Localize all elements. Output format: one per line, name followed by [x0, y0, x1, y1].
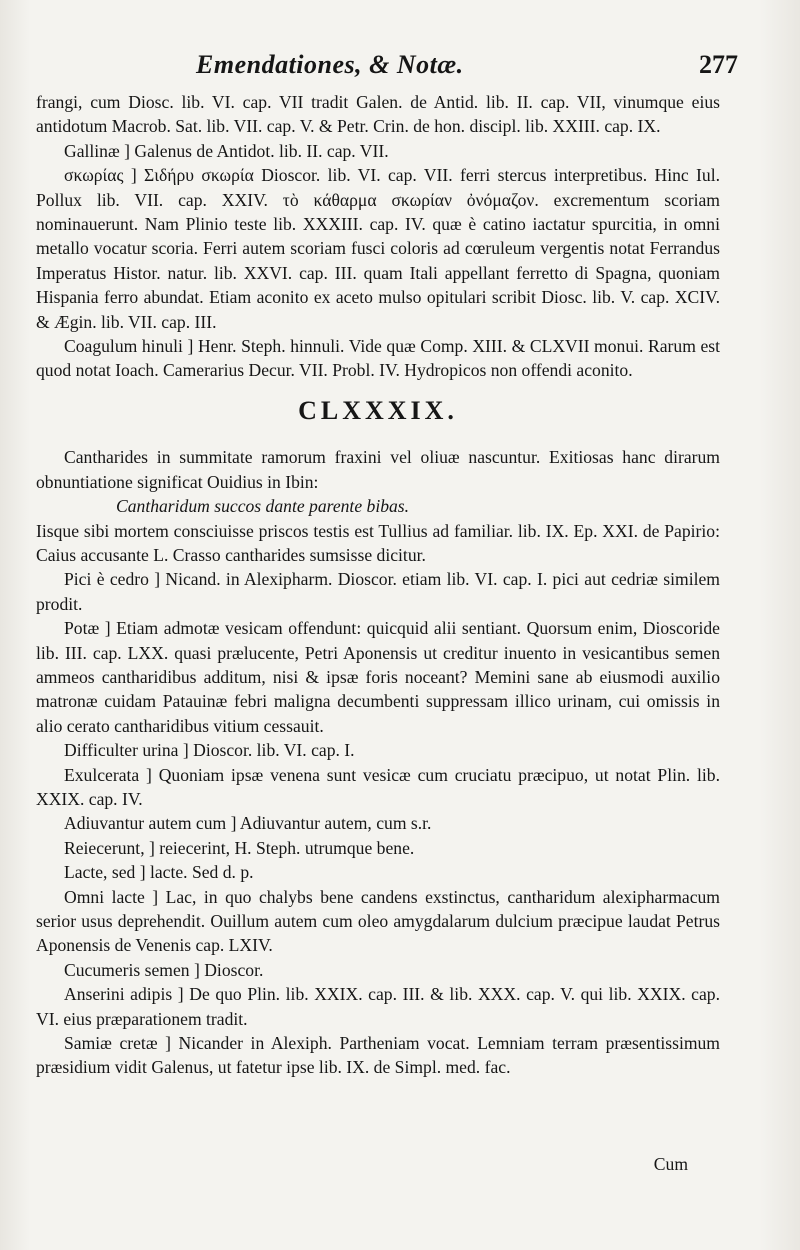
note-difficulter: Difficulter urina ] Dioscor. lib. VI. cap. I. — [64, 740, 355, 761]
paragraph-continuation: frangi, cum Diosc. lib. VI. cap. VII tradit Galen. de Antid. lib. II. cap. VII, vinumque eius antidotum Macrob. Sat. lib. VII. cap. V. & Petr. Crin. de hon. discipl. lib. XXIII. cap. IX. — [36, 92, 720, 137]
note-samiae: Samiæ cretæ ] Nicander in Alexiph. Partheniam vocat. Lemniam terram præsentissimum præsidium vidit Galenus, ut fatetur ipse lib. IX. de Simpl. med. fac. — [36, 1033, 720, 1078]
note-omni-lacte: Omni lacte ] Lac, in quo chalybs bene candens exstinctus, cantharidum alexipharmacum serior usus deprehendit. Ouillum autem cum oleo amygdalarum dulcium præcipue laudat Petrus Aponensis de Venenis cap. LXIV. — [36, 886, 720, 956]
ovid-quote: Cantharidum succos dante parente bibas. — [116, 496, 410, 517]
page-header — [36, 50, 738, 90]
note-reiecerunt: Reiecerunt, ] reiecerint, H. Steph. utrumque bene. — [64, 837, 415, 858]
note-pici: Pici è cedro ] Nicand. in Alexipharm. Dioscor. etiam lib. VI. cap. I. pici aut cedriæ similem prodit. — [36, 569, 720, 614]
note-gallinae: Gallinæ ] Galenus de Antidot. lib. II. cap. VII. — [64, 140, 389, 161]
note-coagulum: Coagulum hinuli ] Henr. Steph. hinnuli. Vide quæ Comp. XIII. & CLXVII monui. Rarum est quod notat Ioach. Camerarius Decur. VII. Probl. IV. Hydropicos non offendi aconito. — [36, 336, 720, 381]
note-anserini: Anserini adipis ] De quo Plin. lib. XXIX. cap. III. & lib. XXX. cap. V. qui lib. XXIX. cap. VI. eius præparationem tradit. — [36, 984, 720, 1029]
catchword: Cum — [653, 1154, 688, 1174]
body-text — [36, 90, 720, 1080]
note-cucumeris: Cucumeris semen ] Dioscor. — [64, 959, 264, 980]
page-number: 277 — [699, 50, 738, 79]
note-potae: Potæ ] Etiam admotæ vesicam offendunt: quicquid alii sentiant. Quorsum enim, Dioscoride lib. III. cap. LXX. quasi prælucente, Petri Aponensis ut creditur inuento in vesicantibus semen ammeos cantharidibus additum, nisi & ipsæ foris noceant? Memini sane ab eiusmodi auxilio matronæ cuidam Patauinæ febri maligna decumbenti suppressam illico urinam, cui omissis in alio cerato cantharidibus vitium cessauit. — [36, 618, 720, 736]
section-heading: CLXXXIX. — [298, 395, 458, 425]
note-tullius: Iisque sibi mortem consciuisse priscos testis est Tullius ad familiar. lib. IX. Ep. XXI. de Papirio: Caius accusante L. Crasso cantharides sumsisse dicitur. — [36, 520, 720, 565]
note-adiuvantur: Adiuvantur autem cum ] Adiuvantur autem, cum s.r. — [64, 813, 432, 834]
note-exulcerata: Exulcerata ] Quoniam ipsæ venena sunt vesicæ cum cruciatu præcipuo, ut notat Plin. lib. XXIX. cap. IV. — [36, 764, 720, 809]
note-lacte: Lacte, sed ] lacte. Sed d. p. — [64, 862, 254, 883]
note-scoria: σκωρίας ] Σιδήρυ σκωρία Dioscor. lib. VI. cap. VII. ferri stercus interpretibus. Hinc Iul. Pollux lib. VII. cap. XXIV. τὸ κάθαρμα σκωρίαν ὀνόμαζον. excrementum scoriam nominauerunt. Nam Plinio teste lib. XXXIII. cap. IV. quæ è catino iactatur spurcitia, in omni metallo vocatur scoria. Ferri autem scoriam fusci coloris ad cœruleum vergentis notat Ferrandus Imperatus Histor. natur. lib. XXVI. cap. III. quam Itali appellant ferretto di Spagna, quoniam Hispania ferro abundat. Etiam aconito ex aceto mulso opitulari scribit Diosc. lib. V. cap. XCIV. & Ægin. lib. VII. cap. III. — [36, 165, 720, 332]
section-intro: Cantharides in summitate ramorum fraxini vel oliuæ nascuntur. Exitiosas hanc dirarum obnuntiatione significat Ouidius in Ibin: — [36, 447, 720, 492]
running-title: Emendationes, & Notæ. — [196, 50, 464, 79]
